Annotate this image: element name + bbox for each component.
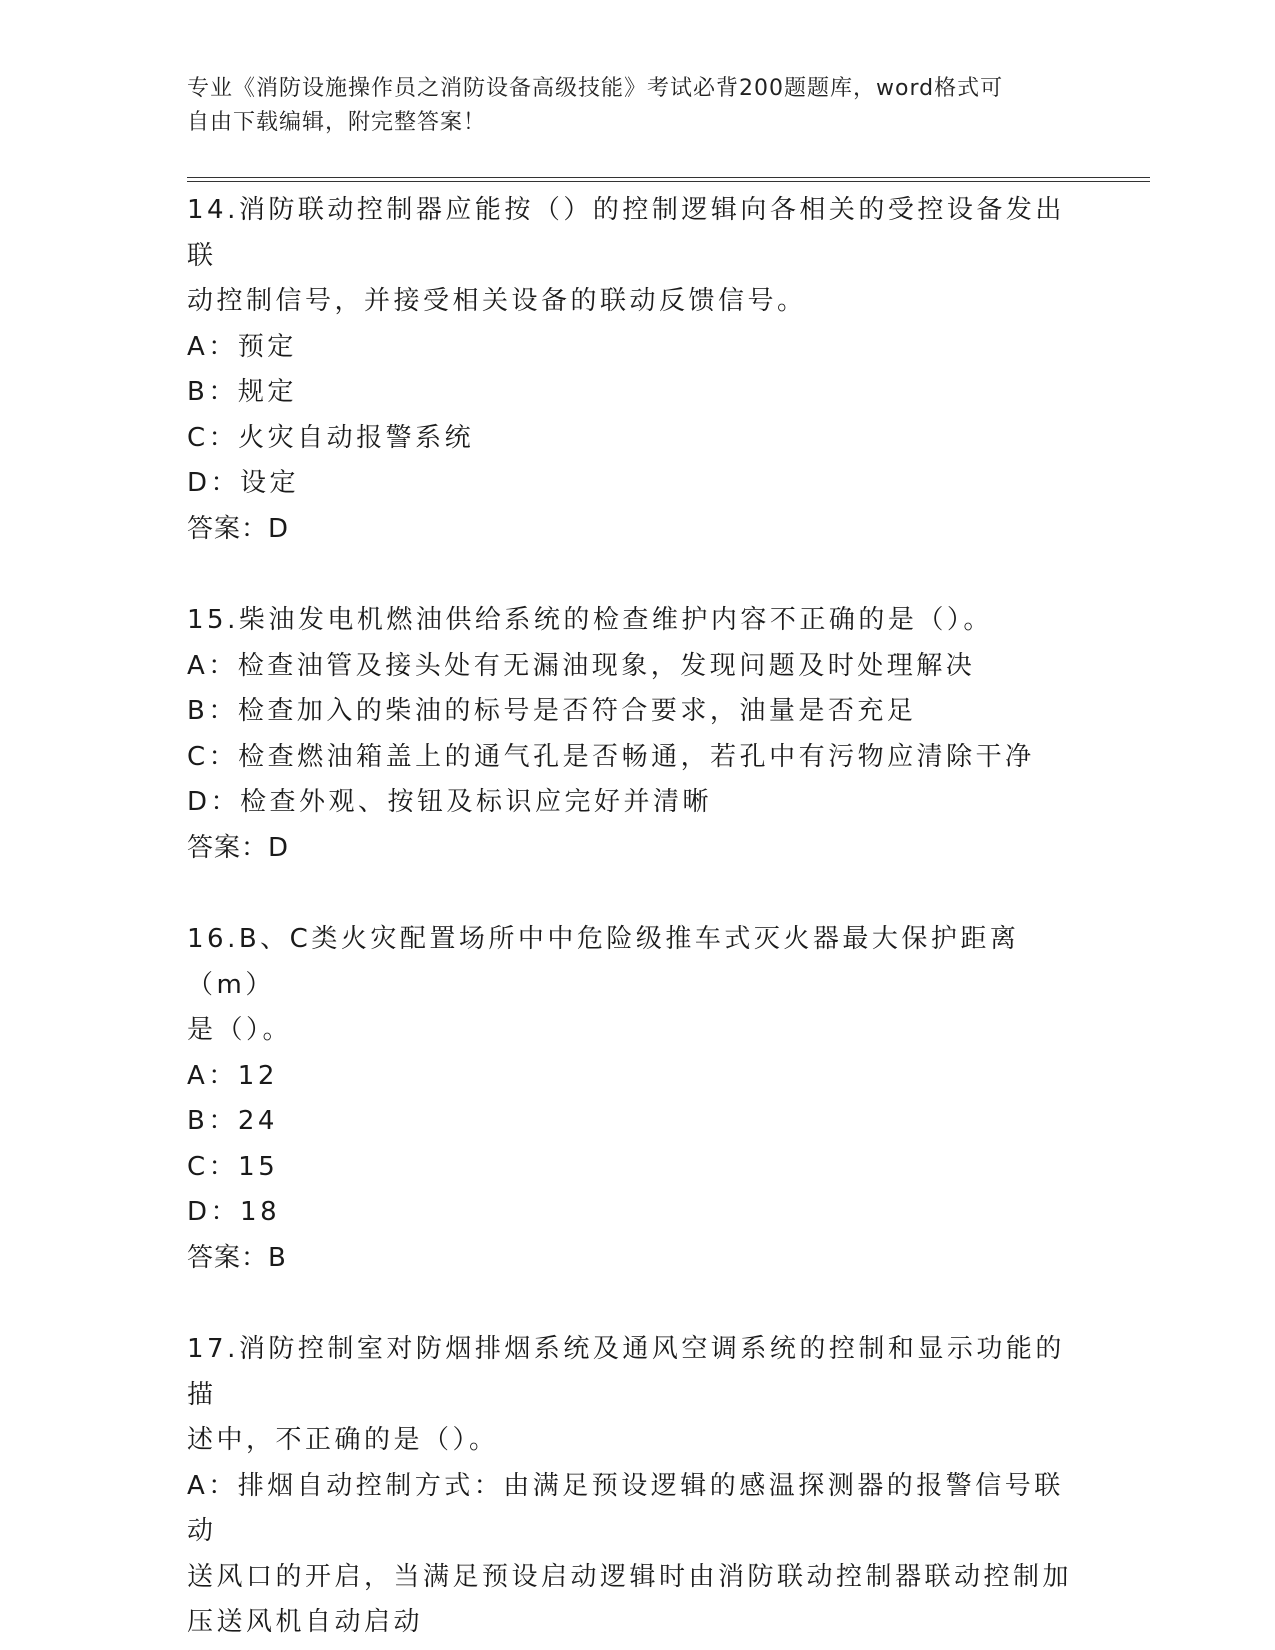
option-text: 火灾自动报警系统 [238, 422, 475, 453]
header-divider-top [187, 177, 1150, 178]
option-a-continuation: 压送风机自动启动 [187, 1607, 424, 1637]
option-label: C： [187, 1151, 239, 1182]
header-line-1: 专业《消防设施操作员之消防设备高级技能》考试必背200题题库，word格式可 [187, 76, 1004, 101]
question-list [187, 188, 1087, 1646]
question-15 [187, 598, 1087, 871]
option-d [187, 780, 1087, 826]
option-text: 检查外观、按钮及标识应完好并清晰 [240, 787, 713, 817]
answer-line: 答案：D [187, 513, 290, 544]
option-text: 24 [237, 1106, 278, 1136]
option-label: D： [187, 1197, 241, 1227]
option-d [187, 1190, 1087, 1236]
header-line-2: 自由下载编辑，附完整答案！ [187, 110, 487, 135]
option-text: 设定 [240, 468, 300, 498]
option-label: C： [187, 422, 239, 453]
option-b [187, 370, 1087, 416]
answer-line: 答案：D [187, 832, 290, 863]
option-c [187, 1145, 1087, 1191]
option-label: B： [187, 377, 238, 407]
option-text: 检查油管及接头处有无漏油现象，发现问题及时处理解决 [237, 650, 976, 681]
option-label: B： [187, 696, 238, 726]
option-label: D： [187, 468, 241, 498]
option-label: C： [187, 741, 239, 772]
option-a [187, 1464, 1087, 1555]
option-text: 15 [238, 1151, 279, 1182]
question-stem-line: 是（）。 [187, 1015, 293, 1045]
option-text: 检查燃油箱盖上的通气孔是否畅通，若孔中有污物应清除干净 [238, 741, 1035, 772]
option-b [187, 689, 1087, 735]
option-text: 12 [237, 1060, 278, 1091]
option-label: A： [187, 1060, 238, 1091]
option-c [187, 416, 1087, 462]
option-text: 检查加入的柴油的标号是否符合要求，油量是否充足 [237, 696, 917, 726]
question-stem-line: 16.B、C类火灾配置场所中中危险级推车式灭火器最大保护距离（m） [187, 924, 1020, 1000]
question-17 [187, 1327, 1087, 1646]
option-a-continuation: 送风口的开启，当满足预设启动逻辑时由消防联动控制器联动控制加 [187, 1561, 1073, 1592]
option-a [187, 644, 1087, 690]
option-label: A： [187, 331, 238, 362]
document-header [187, 72, 1067, 140]
answer-line: 答案：B [187, 1242, 287, 1273]
option-d [187, 461, 1087, 507]
option-text: 预定 [237, 331, 297, 362]
option-label: A： [187, 1470, 238, 1501]
question-16 [187, 917, 1087, 1281]
option-label: A： [187, 650, 238, 681]
question-stem-line: 述中，不正确的是（）。 [187, 1425, 499, 1455]
option-a [187, 1054, 1087, 1100]
option-text: 排烟自动控制方式：由满足预设逻辑的感温探测器的报警信号联动 [187, 1470, 1064, 1546]
option-label: D： [187, 787, 241, 817]
option-c [187, 735, 1087, 781]
option-text: 18 [240, 1197, 281, 1227]
option-b [187, 1099, 1087, 1145]
option-text: 规定 [237, 377, 297, 407]
question-stem-line: 动控制信号，并接受相关设备的联动反馈信号。 [187, 286, 807, 316]
question-stem-line: 15.柴油发电机燃油供给系统的检查维护内容不正确的是（）。 [187, 605, 993, 635]
option-a [187, 325, 1087, 371]
question-14 [187, 188, 1087, 552]
question-stem-line: 17.消防控制室对防烟排烟系统及通风空调系统的控制和显示功能的描 [187, 1334, 1065, 1410]
option-label: B： [187, 1106, 238, 1136]
header-divider-bottom [187, 181, 1150, 182]
question-stem-line: 14.消防联动控制器应能按（）的控制逻辑向各相关的受控设备发出联 [187, 195, 1065, 271]
